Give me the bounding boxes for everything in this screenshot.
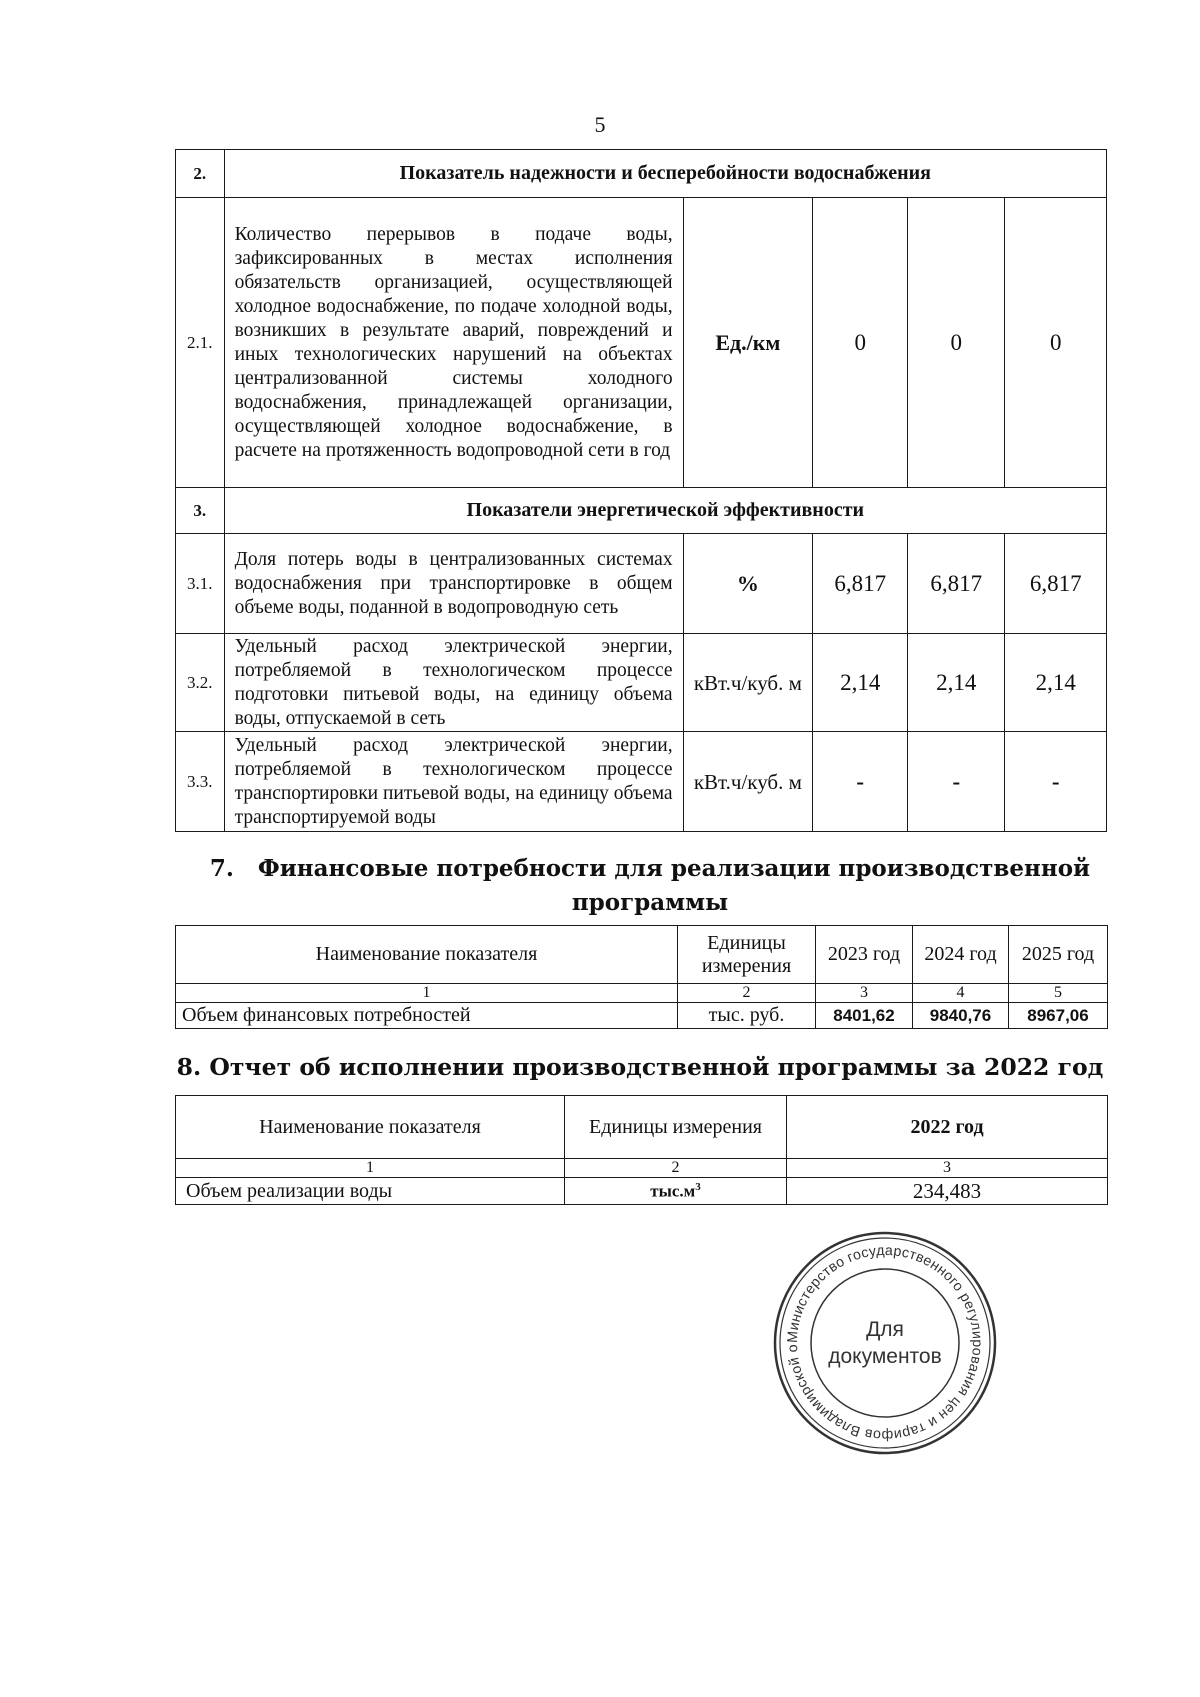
column-number: 5: [1009, 984, 1108, 1003]
column-header: Единицы измерения: [565, 1096, 787, 1159]
row-unit: кВт.ч/куб. м: [683, 732, 813, 832]
column-number: 1: [176, 1159, 565, 1178]
stamp-ring-text: Министерство государственного регулирования цен и тарифов Владимирской о: [784, 1242, 986, 1444]
column-number: 4: [913, 984, 1009, 1003]
row-value-1: 2,14: [813, 634, 908, 732]
value-2023: 8401,62: [816, 1003, 913, 1029]
row-number: 2.1.: [176, 198, 225, 488]
section-title: Показатель надежности и бесперебойности водоснабжения: [224, 150, 1106, 198]
row-number: 3.1.: [176, 534, 225, 634]
section-title: Показатели энергетической эффективности: [224, 488, 1106, 534]
column-header: 2023 год: [816, 926, 913, 984]
column-number: 2: [678, 984, 816, 1003]
value-2024: 9840,76: [913, 1003, 1009, 1029]
column-header: Наименование показателя: [176, 926, 678, 984]
column-header: 2022 год: [787, 1096, 1108, 1159]
column-header: Единицы измерения: [678, 926, 816, 984]
stamp-center-line-2: документов: [828, 1345, 942, 1368]
row-value-1: 6,817: [813, 534, 908, 634]
row-value-3: 6,817: [1005, 534, 1107, 634]
row-name: Объем реализации воды: [176, 1178, 565, 1205]
table-row: [176, 1003, 1108, 1029]
table-header-row: [176, 926, 1108, 984]
section-8-heading: 8. Отчет об исполнении производственной программы за 2022 год: [176, 1053, 1104, 1081]
column-number: 3: [787, 1159, 1108, 1178]
row-value: 234,483: [787, 1178, 1108, 1205]
table-row: [176, 634, 1107, 732]
row-value-1: -: [813, 732, 908, 832]
row-number: 3.3.: [176, 732, 225, 832]
row-value-2: 0: [908, 198, 1005, 488]
indicators-table: [175, 149, 1107, 832]
row-value-3: 0: [1005, 198, 1107, 488]
column-number: 2: [565, 1159, 787, 1178]
row-value-1: 0: [813, 198, 908, 488]
row-description: Удельный расход электрической энергии, потребляемой в технологическом процессе подготовки питьевой воды, на единицу объема воды, отпускаемой в сеть: [224, 634, 683, 732]
value-2025: 8967,06: [1009, 1003, 1108, 1029]
row-description: Удельный расход электрической энергии, потребляемой в технологическом процессе транспортировки питьевой воды, на единицу объема транспортируемой воды: [224, 732, 683, 832]
row-value-3: 2,14: [1005, 634, 1107, 732]
row-value-2: 6,817: [908, 534, 1005, 634]
section-number: 2.: [176, 150, 225, 198]
row-description: Доля потерь воды в централизованных системах водоснабжения при транспортировке в общем объеме воды, поданной в водопроводную сеть: [224, 534, 683, 634]
section-7-heading: [200, 852, 1100, 920]
table-row: [176, 1178, 1108, 1205]
row-description: Количество перерывов в подаче воды, зафиксированных в местах исполнения обязательств организацией, осуществляющей холодное водоснабжение, по подаче холодной воды, возникших в результате аварий, повреждений и иных технологических нарушений на объектах централизованной системы холодного водоснабжения, принадлежащей организации, осуществляющей холодное водоснабжение, в расчете на протяженность водопроводной сети в год: [224, 198, 683, 488]
unit-text: тыс.м: [650, 1181, 696, 1201]
stamp-center-line-1: Для: [866, 1318, 904, 1341]
section-7-line-1: 7. Финансовые потребности для реализации производственной: [209, 855, 1091, 882]
row-unit: [565, 1178, 787, 1205]
section-header-row: [176, 488, 1107, 534]
column-number: 1: [176, 984, 678, 1003]
column-header: 2024 год: [913, 926, 1009, 984]
section-number: 3.: [176, 488, 225, 534]
column-header: 2025 год: [1009, 926, 1108, 984]
row-unit: кВт.ч/куб. м: [683, 634, 813, 732]
execution-report-table: [175, 1095, 1108, 1205]
row-value-2: -: [908, 732, 1005, 832]
official-stamp: [770, 1228, 1000, 1458]
column-number-row: [176, 1159, 1108, 1178]
table-header-row: [176, 1096, 1108, 1159]
section-7-line-2: программы: [571, 889, 729, 916]
row-unit: тыс. руб.: [678, 1003, 816, 1029]
row-number: 3.2.: [176, 634, 225, 732]
row-value-2: 2,14: [908, 634, 1005, 732]
row-name: Объем финансовых потребностей: [176, 1003, 678, 1029]
column-number: 3: [816, 984, 913, 1003]
stamp-center-text: [770, 1316, 1000, 1370]
column-number-row: [176, 984, 1108, 1003]
unit-superscript: 3: [695, 1180, 701, 1193]
financial-needs-table: [175, 925, 1108, 1029]
row-value-3: -: [1005, 732, 1107, 832]
section-header-row: [176, 150, 1107, 198]
row-unit: %: [683, 534, 813, 634]
table-row: [176, 198, 1107, 488]
table-row: [176, 534, 1107, 634]
column-header: Наименование показателя: [176, 1096, 565, 1159]
table-row: [176, 732, 1107, 832]
page-number: 5: [594, 112, 606, 137]
row-unit: Ед./км: [683, 198, 813, 488]
